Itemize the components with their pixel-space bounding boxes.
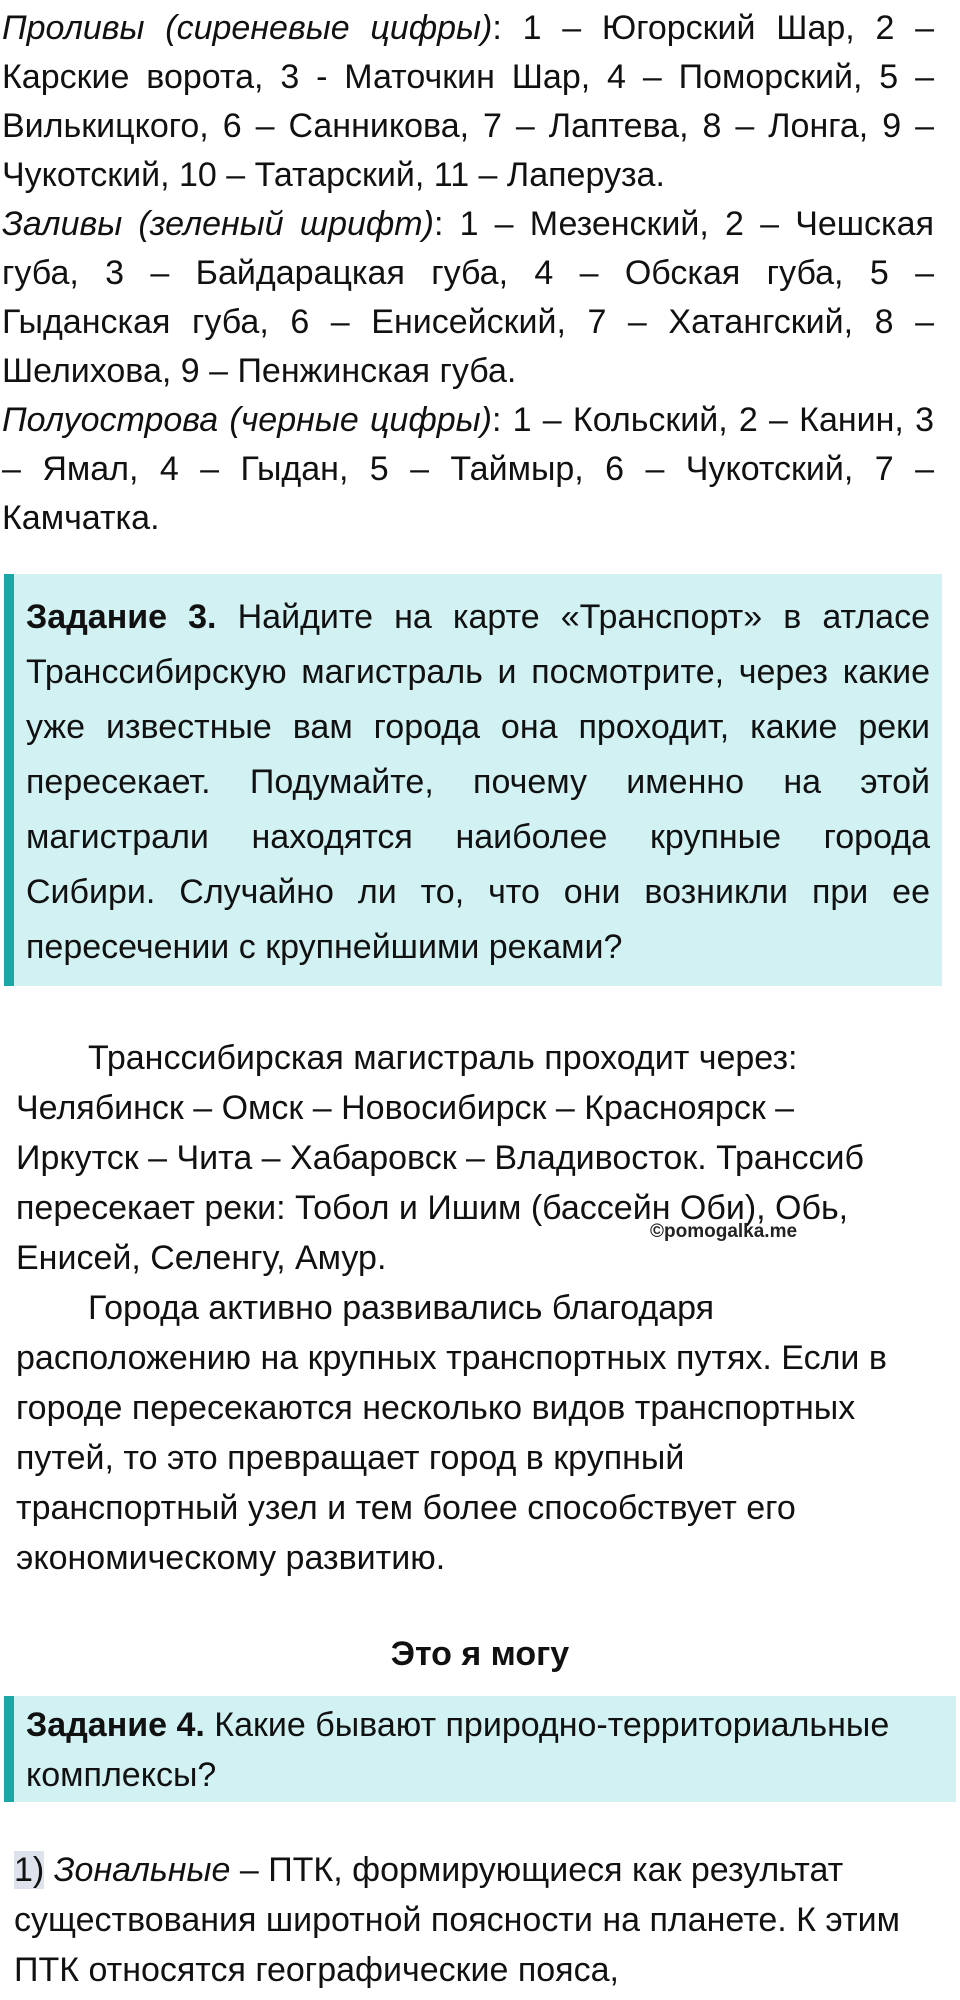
task-4-question: Какие бывают природно-территориальные комплексы? [26, 1706, 890, 1794]
peninsulas-paragraph [2, 396, 934, 543]
task-4-box [4, 1696, 956, 1802]
straits-text: : 1 – Югорский Шар, 2 – Карские ворота, 3 - Маточкин Шар, 4 – Поморский, 5 – Вилькицкого, 6 – Санникова, 7 – Лаптева, 8 – Лонга, 9 – Чукотский, 10 – Татарский, 11 – Лаперуза. [2, 9, 934, 194]
bays-paragraph [2, 200, 934, 396]
straits-paragraph [2, 4, 934, 200]
task-4-answer [14, 1845, 934, 1995]
answer-4-term: Зональные [53, 1851, 231, 1889]
task-4-text [26, 1700, 944, 1800]
peninsulas-text: : 1 – Кольский, 2 – Канин, 3 – Ямал, 4 – Гыдан, 5 – Таймыр, 6 – Чукотский, 7 – Камчатка. [2, 401, 934, 537]
task-4-label: Задание 4. [26, 1706, 205, 1744]
answer-3-paragraph-1: Транссибирская магистраль проходит через: Челябинск – Омск – Новосибирск – Красноярск – Иркутск – Чита – Хабаровск – Владивосток. Транссиб пересекает реки: Тобол и Ишим (бассейн Оби), Обь, Енисей, Селенгу, Амур. [16, 1039, 865, 1277]
intro-block [2, 4, 934, 543]
watermark: ©pomogalka.me [650, 1221, 798, 1242]
bays-text: : 1 – Мезенский, 2 – Чешская губа, 3 – Байдарацкая губа, 4 – Обская губа, 5 – Гыданская губа, 6 – Енисейский, 7 – Хатангский, 8 – Шелихова, 9 – Пенжинская губа. [2, 205, 934, 390]
task-3-question: Найдите на карте «Транспорт» в атласе Транссибирскую магистраль и посмотрите, через какие уже известные вам города она проходит, какие реки пересекает. Подумайте, почему именно на этой магистрали находятся наиболее крупные города Сибири. Случайно ли то, что они возникли при ее пересечении с крупнейшими реками? [26, 598, 931, 966]
bays-label: Заливы (зеленый шрифт) [2, 205, 434, 243]
task-3-label: Задание 3. [26, 598, 217, 636]
task-3-text [26, 590, 930, 975]
peninsulas-label: Полуострова (черные цифры) [2, 401, 492, 439]
answer-3-paragraph-2: Города активно развивались благодаря расположению на крупных транспортных путях. Если в городе пересекаются несколько видов транспортных путей, то это превращает город в крупный транспортный узел и тем более способствует его экономическому развитию. [16, 1289, 887, 1577]
answer-4-item-1 [14, 1845, 934, 1995]
section-heading: Это я могу [390, 1635, 570, 1673]
answer-4-item-number: 1) [14, 1851, 45, 1889]
task-3-answer [16, 1033, 916, 1583]
straits-label: Проливы (сиреневые цифры) [2, 9, 493, 47]
answer-4-text: – ПТК, формирующиеся как результат существования широтной поясности на планете. К этим ПТК относятся географические пояса, [14, 1851, 900, 1989]
task-3-box [4, 574, 942, 986]
